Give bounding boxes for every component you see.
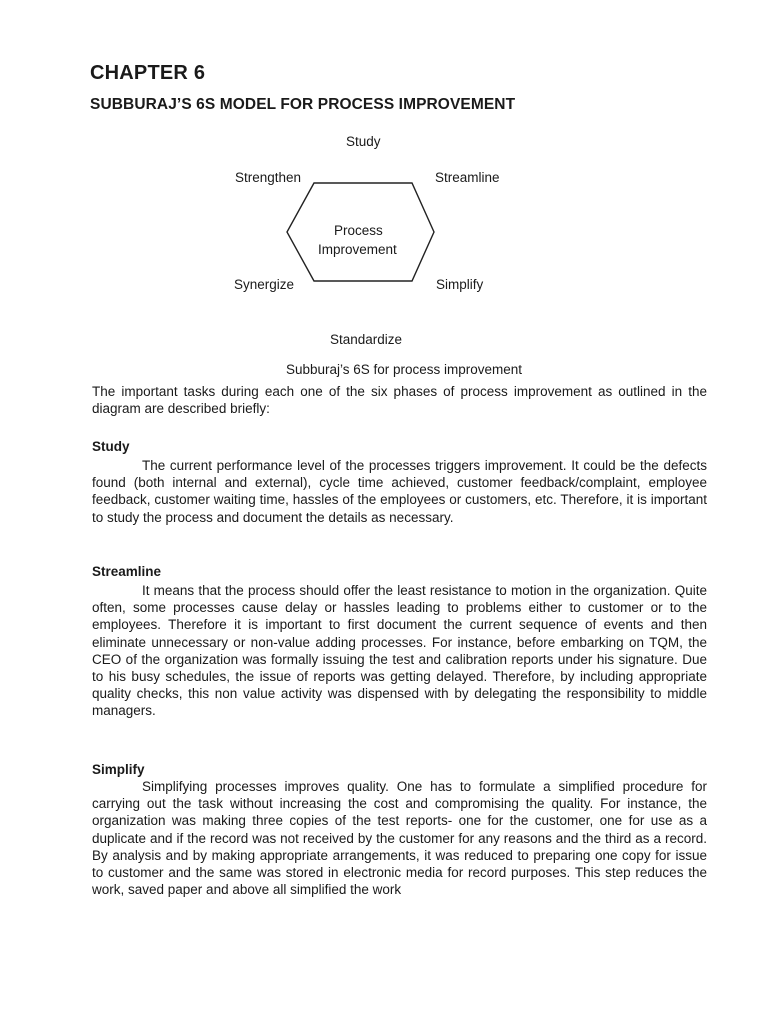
- hexagon-diagram-svg: [0, 0, 768, 380]
- figure-caption: Subburaj’s 6S for process improvement: [285, 362, 523, 377]
- label-study: Study: [346, 134, 381, 149]
- label-process: Process: [334, 223, 383, 238]
- section-text-study: The current performance level of the processes triggers improvement. It could be the defects found (both internal and external), cycle time achieved, customer feedback/complaint, employee feedback, customer waiting time, hassles of the employees or customers, etc. Therefore, it is important to study the process and document the details as necessary.: [92, 458, 707, 525]
- section-text-simplify: Simplifying processes improves quality. One has to formulate a simplified procedure for carrying out the task without increasing the cost and compromising the quality. For instance, the organization was making three copies of the test reports- one for the customer, one for use as a duplicate and if the record was not received by the customer for any reasons and the third as a record. By analysis and by making appropriate arrangements, it was reduced to preparing one copy for issue to customer and the same was stored in electronic media for record purposes. This step reduces the work, saved paper and above all simplified the work: [92, 779, 707, 898]
- label-strengthen: Strengthen: [235, 170, 302, 185]
- intro-paragraph: The important tasks during each one of the six phases of process improvement as outlined in the diagram are described briefly:: [92, 384, 707, 417]
- label-streamline: Streamline: [435, 170, 500, 185]
- document-title: SUBBURAJ’S 6S MODEL FOR PROCESS IMPROVEMENT: [90, 96, 516, 113]
- section-heading-streamline: Streamline: [92, 564, 162, 579]
- label-improvement: Improvement: [318, 242, 397, 257]
- chapter-heading: CHAPTER 6: [90, 62, 206, 84]
- section-heading-study: Study: [92, 439, 130, 454]
- section-heading-simplify: Simplify: [92, 762, 145, 777]
- section-text-streamline: It means that the process should offer the least resistance to motion in the organization. Quite often, some processes cause delay or hassles leading to problems either to customer or to the employees. Therefore it is important to first document the current sequence of events and then eliminate unnecessary or non-value adding processes. For instance, before embarking on TQM, the CEO of the organization was formally issuing the test and calibration reports under his signature. Due to his busy schedules, the issue of reports was getting delayed. Therefore, by including appropriate quality checks, this non value activity was dispensed with by delegating the responsibility to middle managers.: [92, 583, 707, 719]
- label-simplify: Simplify: [436, 277, 484, 292]
- six-s-diagram: [0, 0, 768, 380]
- label-standardize: Standardize: [330, 332, 403, 347]
- label-synergize: Synergize: [234, 277, 295, 292]
